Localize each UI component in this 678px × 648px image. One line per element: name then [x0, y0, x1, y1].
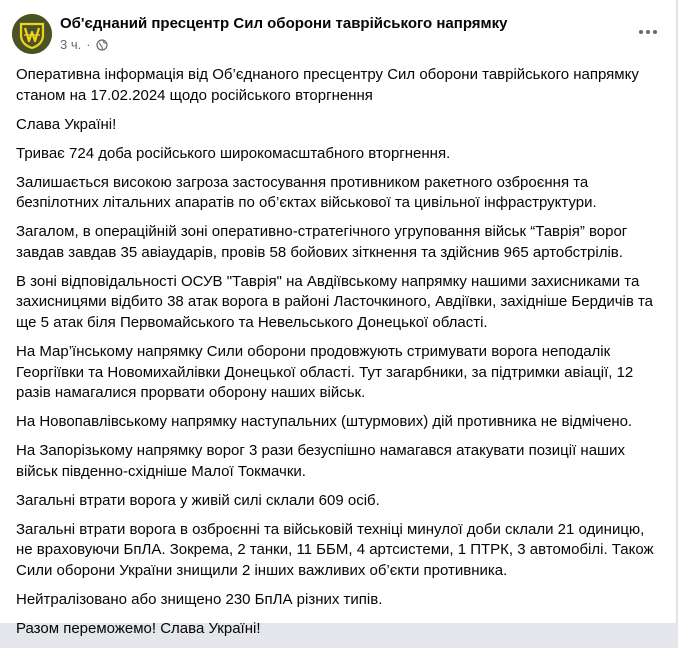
post-paragraph: Слава Україні!	[16, 115, 117, 133]
post-paragraph: Разом переможемо! Слава Україні!	[16, 620, 261, 638]
page-avatar[interactable]	[12, 14, 52, 54]
page-name-link[interactable]: Об'єднаний пресцентр Сил оборони таврійського напрямку	[60, 15, 508, 32]
more-options-button[interactable]	[636, 20, 660, 44]
post-timestamp[interactable]: 3 ч.	[60, 37, 82, 52]
globe-icon	[96, 39, 108, 51]
post-paragraph: Оперативна інформація від Об’єднаного пресцентру Сил оборони таврійського напрямку станом на 17.02.2024 щодо російського вторгнення	[16, 66, 639, 104]
post-paragraph: Залишається високою загроза застосування противником ракетного озброєння та безпілотних літальних апаратів по об’єктах військової та цивільної інфраструктури.	[16, 173, 597, 212]
post-paragraph: В зоні відповідальності ОСУВ "Таврія" на Авдіївському напрямку нашими захисниками та захисницями відбито 38 атак ворога в районі Ласточкиного, Авдіївки, західніше Бердичів та ще 5 атак біля Первомайського та Невельського Донецької області.	[16, 272, 654, 331]
post-paragraph: Нейтралізовано або знищено 230 БпЛА різних типів.	[16, 591, 383, 609]
more-horizontal-icon	[638, 29, 658, 35]
post-header	[12, 12, 664, 56]
post-paragraph: Загальні втрати ворога в озброєнні та військовій техніці минулої доби склали 21 одиницю, не враховуючи БпЛА. Зокрема, 2 танки, 11 ББМ, 4 артсистеми, 1 ПТРК, 3 автомобілі. Також Сили оборони України знищили 2 інших важливих об’єкти противника.	[16, 520, 654, 579]
post-paragraph: Триває 724 доба російського широкомасштабного вторгнення.	[16, 144, 451, 162]
meta-separator: ·	[86, 37, 91, 52]
post-paragraph: На Новопавлівському напрямку наступальних (штурмових) дій противника не відмічено.	[16, 413, 633, 431]
post-message	[16, 65, 664, 648]
post-meta	[60, 37, 108, 52]
post-paragraph: На Запорізькому напрямку ворог 3 рази безуспішно намагався атакувати позиції наших військ південно-східніше Малої Токмачки.	[16, 442, 625, 480]
post-paragraph: Загалом, в операційній зоні оперативно-стратегічного угруповання військ “Таврія” ворог завдав завдав 35 авіаударів, провів 58 бойових зіткнення та здійснив 965 артобстрілів.	[16, 223, 628, 261]
emblem-icon	[12, 14, 52, 54]
post-paragraph: Загальні втрати ворога у живій силі склали 609 осіб.	[16, 491, 380, 509]
post-paragraph: На Мар’їнському напрямку Сили оборони продовжують стримувати ворога неподалік Георгіївки та Новомихайлівки Донецької області. Тут загарбники, за підтримки авіації, 12 разів намагалися прорвати оборону наших військ.	[16, 343, 634, 402]
